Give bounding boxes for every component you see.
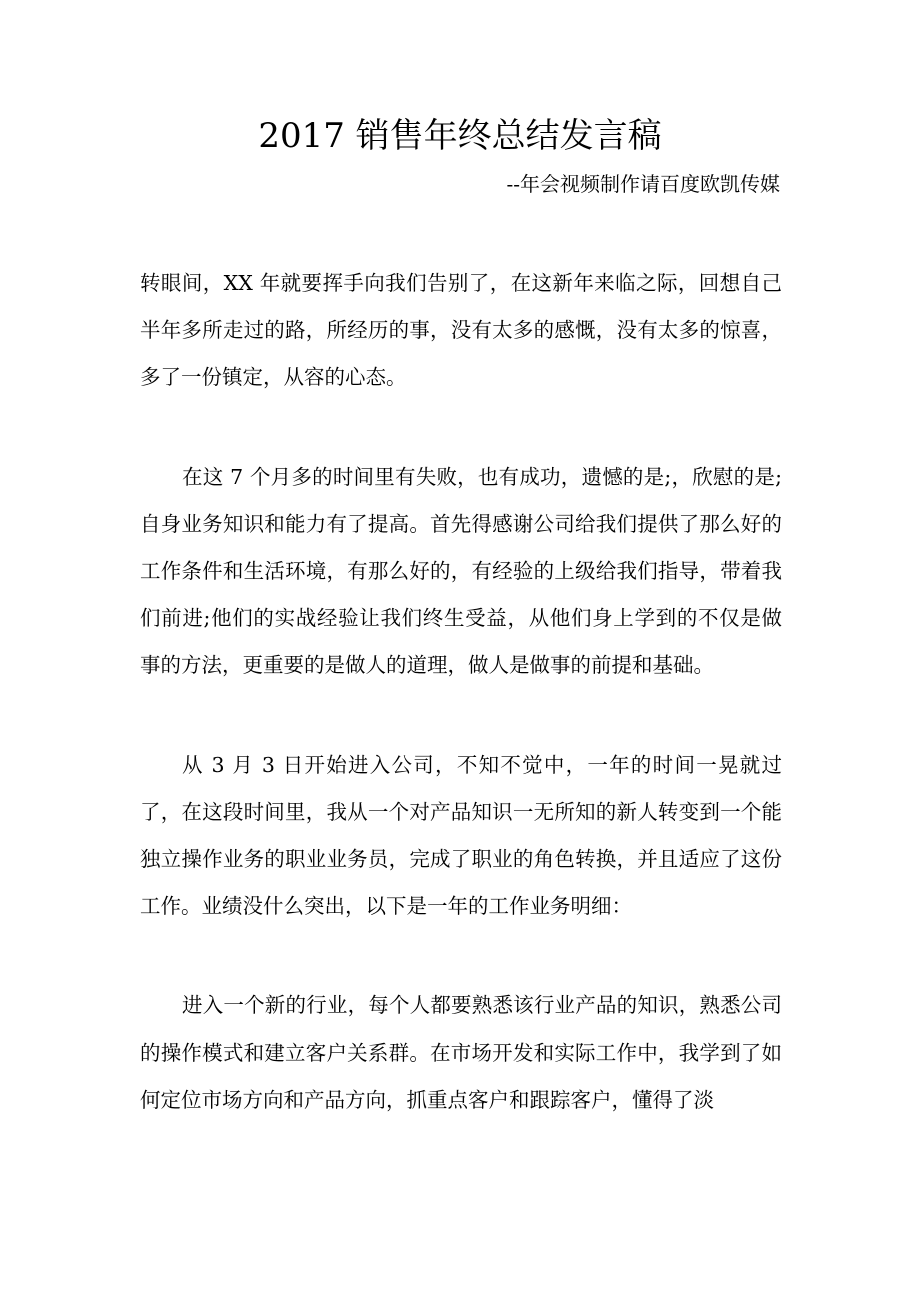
document-body xyxy=(140,260,782,1176)
paragraph-2: 在这 7 个月多的时间里有失败，也有成功，遗憾的是;，欣慰的是;自身业务知识和能力有了提高。首先得感谢公司给我们提供了那么好的工作条件和生活环境，有那么好的，有经验的上级给我们指导，带着我们前进;他们的实战经验让我们终生受益，从他们身上学到的不仅是做事的方法，更重要的是做人的道理，做人是做事的前提和基础。 xyxy=(140,464,782,678)
paragraph-1: 转眼间，XX 年就要挥手向我们告别了，在这新年来临之际，回想自己半年多所走过的路，所经历的事，没有太多的感慨，没有太多的惊喜，多了一份镇定，从容的心态。 xyxy=(140,271,782,390)
document-title: 2017 销售年终总结发言稿 xyxy=(258,116,662,156)
paragraph-3: 从 3 月 3 日开始进入公司，不知不觉中，一年的时间一晃就过了，在这段时间里，我从一个对产品知识一无所知的新人转变到一个能独立操作业务的职业业务员，完成了职业的角色转换，并且适应了这份工作。业绩没什么突出，以下是一年的工作业务明细： xyxy=(140,752,782,919)
document-subtitle: --年会视频制作请百度欧凯传媒 xyxy=(506,172,780,196)
paragraph-4: 进入一个新的行业，每个人都要熟悉该行业产品的知识，熟悉公司的操作模式和建立客户关系群。在市场开发和实际工作中，我学到了如何定位市场方向和产品方向，抓重点客户和跟踪客户，懂得了淡 xyxy=(140,993,782,1112)
